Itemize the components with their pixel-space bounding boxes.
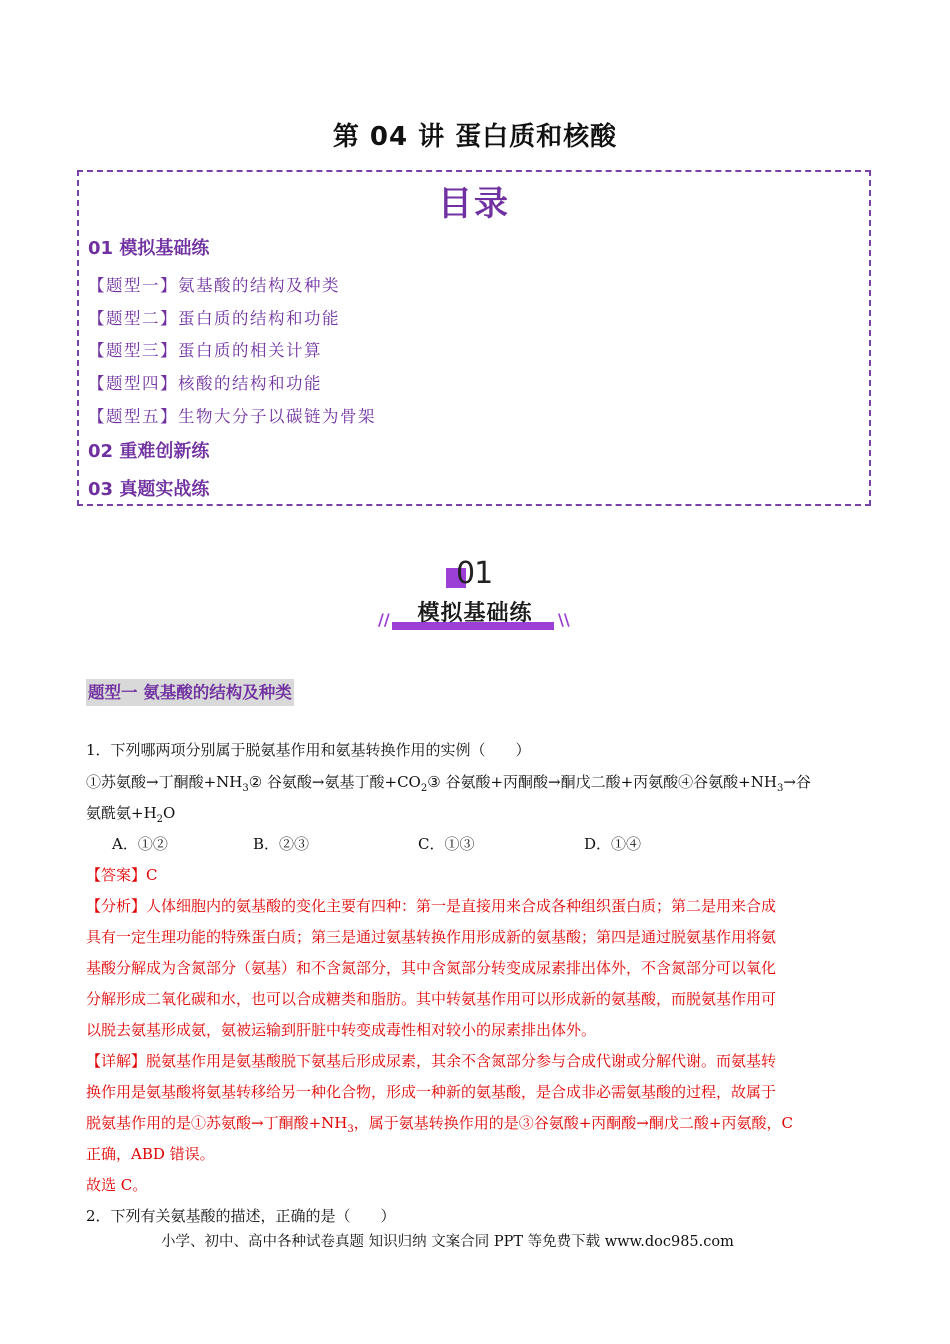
q1-analysis-line-3: 基酸分解成为含氮部分（氨基）和不含氮部分，其中含氮部分转变成尿素排出体外，不含氮部分可以氧化: [86, 959, 777, 977]
section-banner: [360, 552, 590, 642]
q1-option-b[interactable]: B．②③: [253, 835, 310, 853]
q1-detail-line-4: 正确，ABD 错误。: [86, 1145, 215, 1163]
q1-analysis-line-5: 以脱去氨基形成氨，氨被运输到肝脏中转变成毒性相对较小的尿素排出体外。: [86, 1021, 597, 1039]
q1-detail-line-1: 【详解】脱氨基作用是氨基酸脱下氨基后形成尿素，其余不含氮部分参与合成代谢或分解代谢。而氨基转: [86, 1052, 777, 1070]
slash-left-icon: //: [378, 610, 390, 629]
page-footer[interactable]: 小学、初中、高中各种试卷真题 知识归纳 文案合同 PPT 等免费下载 www.doc985.com: [161, 1234, 734, 1250]
toc-section-2[interactable]: 02 重难创新练: [88, 441, 210, 462]
q1-conclusion: 故选 C。: [86, 1176, 148, 1194]
q1-option-a[interactable]: A．①②: [112, 835, 168, 853]
toc-item-5[interactable]: 【题型五】生物大分子以碳链为骨架: [88, 407, 376, 426]
page-title: 第 04 讲 蛋白质和核酸: [332, 122, 618, 152]
q1-option-d[interactable]: D．①④: [584, 835, 642, 853]
slash-right-icon: \\: [558, 610, 570, 629]
q1-stem: 1．下列哪两项分别属于脱氨基作用和氨基转换作用的实例（ ）: [86, 741, 531, 759]
toc-item-1[interactable]: 【题型一】氨基酸的结构及种类: [88, 276, 340, 295]
toc-section-3[interactable]: 03 真题实战练: [88, 479, 210, 500]
q1-analysis-line-2: 具有一定生理功能的特殊蛋白质；第三是通过氨基转换作用形成新的氨基酸；第四是通过脱氨基作用将氨: [86, 928, 777, 946]
question-type-heading: 题型一 氨基酸的结构及种类: [86, 679, 294, 706]
toc-heading: 目录: [438, 184, 510, 224]
q1-analysis-line-4: 分解形成二氧化碳和水，也可以合成糖类和脂肪。其中转氨基作用可以形成新的氨基酸，而脱氨基作用可: [86, 990, 777, 1008]
toc-item-2[interactable]: 【题型二】蛋白质的结构和功能: [88, 309, 340, 328]
toc-item-4[interactable]: 【题型四】核酸的结构和功能: [88, 374, 322, 393]
toc-section-1[interactable]: 01 模拟基础练: [88, 238, 210, 259]
q1-choices-line-2: 氨酰氨$+H_2O$: [86, 804, 176, 825]
q1-option-c[interactable]: C．①③: [418, 835, 475, 853]
q1-choices-line-1: ①苏氨酸→丁酮酸$+NH_3②$ 谷氨酸→氨基丁酸$+CO_2③$ 谷氨酸+丙酮酸→酮戊二酸+丙氨酸④谷氨酸$+NH_3\to$谷: [86, 773, 811, 794]
table-of-contents: [77, 170, 871, 506]
banner-label: 模拟基础练: [417, 601, 533, 626]
q1-detail-line-2: 换作用是氨基酸将氨基转移给另一种化合物，形成一种新的氨基酸，是合成非必需氨基酸的过程，故属于: [86, 1083, 777, 1101]
q2-stem: 2．下列有关氨基酸的描述，正确的是（ ）: [86, 1207, 396, 1225]
q1-answer: 【答案】C: [86, 866, 158, 884]
q1-analysis-line-1: 【分析】人体细胞内的氨基酸的变化主要有四种：第一是直接用来合成各种组织蛋白质；第二是用来合成: [86, 897, 777, 915]
banner-number: 01: [456, 556, 493, 591]
toc-item-3[interactable]: 【题型三】蛋白质的相关计算: [88, 341, 322, 360]
q1-detail-line-3: 脱氨基作用的是①苏氨酸→丁酮酸$+NH_3$，属于氨基转换作用的是③谷氨酸+丙酮酸→酮戊二酸+丙氨酸，C: [86, 1114, 793, 1135]
